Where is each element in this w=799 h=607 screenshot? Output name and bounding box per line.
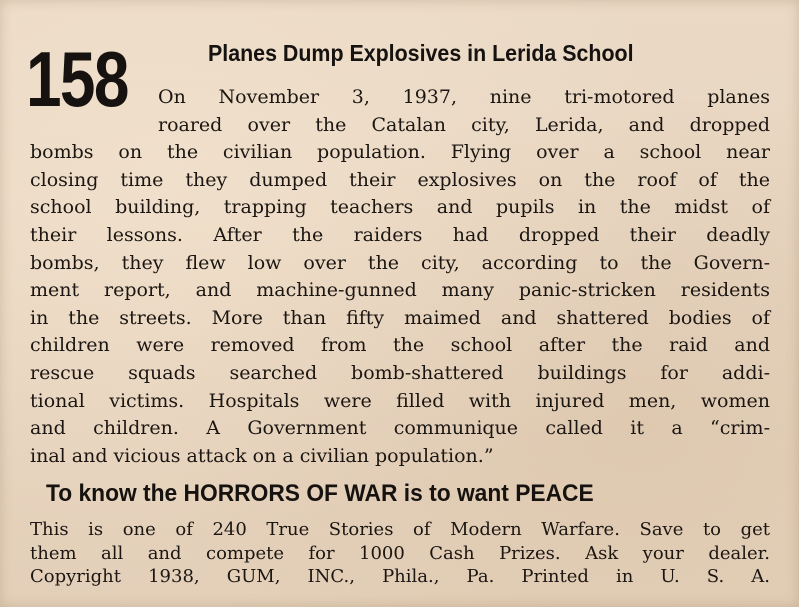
- story-line: rescue squads searched bomb-shattered buildings for addi-: [30, 361, 770, 384]
- card-title: Planes Dump Explosives in Lerida School: [208, 40, 634, 66]
- story-text: [30, 84, 770, 470]
- story-line: children were removed from the school after the raid and: [30, 334, 770, 357]
- footer-line: them all and compete for 1000 Cash Prizes. Ask your dealer.: [30, 542, 770, 564]
- story-line: roared over the Catalan city, Lerida, and dropped: [158, 113, 770, 136]
- story-line: On November 3, 1937, nine tri-motored planes: [158, 86, 770, 108]
- story-line: ment report, and machine-gunned many panic-stricken residents: [30, 279, 770, 302]
- story-line: inal and vicious attack on a civilian population.”: [30, 444, 494, 467]
- story-line: tional victims. Hospitals were filled with injured men, women: [30, 389, 770, 412]
- footer-line: Copyright 1938, GUM, INC., Phila., Pa. Printed in U. S. A.: [30, 566, 770, 587]
- story-line: bombs, they flew low over the city, according to the Govern-: [30, 251, 770, 274]
- peace-slogan: To know the HORRORS OF WAR is to want PEACE: [46, 480, 594, 507]
- footer-line: This is one of 240 True Stories of Modern Warfare. Save to get: [30, 519, 770, 540]
- story-line: and children. A Government communique called it a “crim-: [30, 417, 770, 440]
- card-footer: [30, 518, 770, 589]
- story-line: school building, trapping teachers and pupils in the midst of: [30, 196, 770, 219]
- story-line: in the streets. More than fifty maimed and shattered bodies of: [30, 306, 770, 329]
- story-line: their lessons. After the raiders had dropped their deadly: [30, 223, 770, 246]
- story-line: bombs on the civilian population. Flying over a school near: [30, 141, 770, 164]
- card-number: 158: [26, 35, 128, 123]
- story-line: closing time they dumped their explosives on the roof of the: [30, 168, 770, 191]
